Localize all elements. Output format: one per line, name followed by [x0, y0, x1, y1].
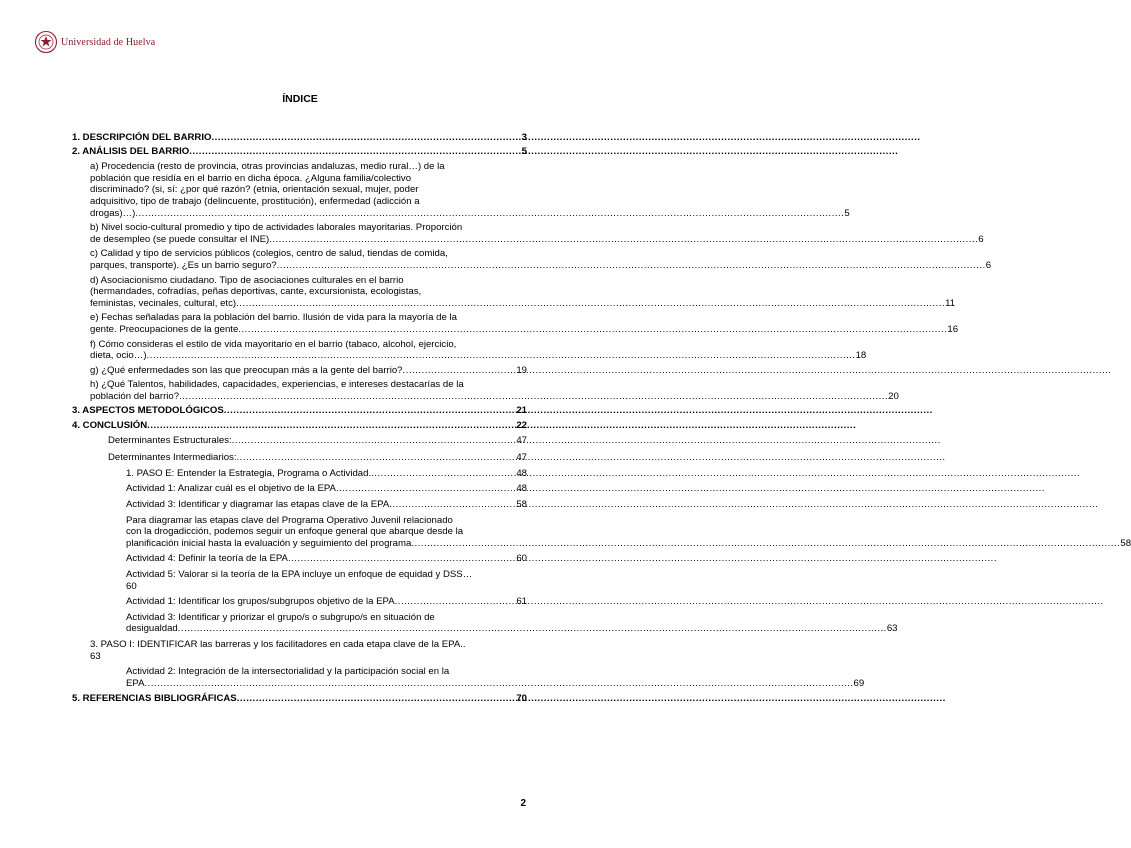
toc-page-number: 18	[855, 350, 867, 362]
toc-entry-line: b) Nivel socio-cultural promedio y tipo de actividades laborales mayoritarias. Proporción	[90, 222, 463, 234]
toc-entry-analisis[interactable]	[72, 146, 527, 158]
toc-page-number: 6	[985, 259, 992, 271]
toc-entry-line: feministas, vecinales, cultural, etc)	[90, 297, 237, 309]
toc-page-number: 61	[516, 596, 527, 608]
toc-entry-text: Actividad 4: Definir la teoría de la EPA	[126, 553, 288, 565]
toc-entry-a[interactable]	[90, 161, 850, 219]
toc-page-number: 11	[945, 297, 956, 309]
toc-entry-line: c) Calidad y tipo de servicios públicos (colegios, centro de salud, tiendas de comida,	[90, 248, 448, 260]
toc-page-number: 48	[516, 483, 527, 495]
toc-entry-line: con la drogadicción, podemos seguir un enfoque general que abarque desde la	[126, 526, 464, 538]
toc-entry-diagramar[interactable]	[126, 514, 1131, 550]
toc-entry-h[interactable]	[90, 379, 899, 402]
toc-entry-actividad-1[interactable]	[126, 483, 527, 495]
toc-entry-paso-e[interactable]	[126, 468, 527, 480]
toc-entry-line: población del barrio?	[90, 390, 180, 402]
toc-entry-descripcion[interactable]	[72, 132, 527, 144]
toc-entry-line: h) ¿Qué Talentos, habilidades, capacidades, experiencias, e intereses destacarías de la	[90, 379, 464, 391]
toc-page-number: 19	[516, 364, 527, 376]
toc-entry-line: discriminado? (si, sí: ¿por qué razón? (etnia, orientación sexual, mujer, poder	[90, 184, 419, 196]
toc-entry-line: a) Procedencia (resto de provincia, otras provincias andaluzas, medio rural…) de la	[90, 161, 445, 173]
toc-entry-line: Actividad 3: Identificar y priorizar el grupo/s o subgrupo/s en situación de	[126, 611, 435, 623]
toc-page-number: 69	[853, 677, 865, 689]
toc-entry-actividad-5[interactable]	[126, 569, 527, 592]
toc-page-number: 3	[521, 132, 527, 143]
toc-entry-determinantes-intermediarios[interactable]	[108, 452, 527, 464]
toc-entry-text: 4. CONCLUSIÓN	[72, 420, 148, 432]
toc-entry-line: 3. PASO I: IDENTIFICAR las barreras y los facilitadores en cada etapa clave de la EPA..	[90, 638, 466, 650]
toc-page-number: 60	[516, 553, 527, 565]
logo-text: Universidad de Huelva	[61, 36, 156, 48]
toc-entry-line: Actividad 5: Valorar si la teoría de la EPA incluye un enfoque de equidad y DSS…	[126, 569, 473, 580]
toc-entry-line: Actividad 2: Integración de la intersectorialidad y la participación social en la	[126, 666, 450, 678]
toc-page-number: 58	[516, 499, 527, 511]
toc-page-number: 5	[521, 145, 527, 157]
toc-page-number: 48	[516, 467, 527, 479]
toc-entry-actividad-4[interactable]	[126, 553, 527, 565]
toc-entry-text: 2. ANÁLISIS DEL BARRIO	[72, 145, 190, 157]
university-seal-icon	[34, 30, 58, 54]
table-of-contents	[72, 132, 1131, 705]
toc-entry-line: drogas)…)	[90, 207, 136, 219]
toc-page-number: 60	[126, 580, 137, 592]
toc-entry-text: 1. PASO E: Entender la Estrategia, Programa o Actividad.	[126, 467, 372, 479]
toc-entry-text: Actividad 3: Identificar y diagramar las etapas clave de la EPA	[126, 499, 390, 511]
toc-entry-line: parques, transporte). ¿Es un barrio seguro?	[90, 259, 277, 271]
toc-page-number: 47	[516, 434, 527, 446]
toc-entry-line: población que residía en el barrio en dicha época. ¿Alguna familia/colectivo	[90, 172, 412, 184]
toc-entry-metodologicos[interactable]	[72, 405, 527, 417]
toc-entry-conclusion[interactable]	[72, 420, 527, 432]
toc-page-number: 6	[978, 233, 984, 245]
toc-page-number: 58	[1120, 537, 1131, 549]
toc-entry-c[interactable]	[90, 248, 992, 271]
toc-entry-actividad-3-priorizar[interactable]	[126, 611, 898, 635]
toc-page-number: 22	[516, 420, 527, 432]
toc-entry-e[interactable]	[90, 312, 959, 335]
toc-entry-line: planificación inicial hasta la evaluación y seguimiento del programa	[126, 537, 412, 549]
toc-entry-line: adquisitivo, tipo de trabajo (delincuente, prostitución), enfermedad (adicción a	[90, 195, 420, 207]
toc-entry-text: Actividad 1: Identificar los grupos/subgrupos objetivo de la EPA	[126, 596, 395, 608]
toc-page-number: 70	[516, 693, 527, 705]
toc-entry-b[interactable]	[90, 222, 984, 245]
university-logo	[34, 30, 155, 54]
toc-entry-line: EPA	[126, 677, 145, 689]
toc-entry-g[interactable]	[90, 365, 527, 377]
page-number: 2	[520, 798, 526, 809]
toc-entry-determinantes-estructurales[interactable]	[108, 435, 527, 447]
toc-entry-line: f) Cómo consideras el estilo de vida mayoritario en el barrio (tabaco, alcohol, ejercicio,	[90, 338, 457, 350]
toc-entry-text: Determinantes Intermediarios:	[108, 452, 237, 464]
toc-page-number: 63	[886, 623, 898, 635]
toc-page-number: 63	[90, 650, 101, 662]
index-title: ÍNDICE	[282, 93, 318, 105]
toc-entry-line: e) Fechas señaladas para la población del barrio. Ilusión de vida para la mayoría de la	[90, 312, 457, 324]
toc-entry-line: Para diagramar las etapas clave del Programa Operativo Juvenil relacionado	[126, 514, 453, 526]
toc-entry-actividad-1-grupos[interactable]	[126, 596, 527, 608]
toc-page-number: 47	[516, 452, 527, 464]
toc-page-number: 5	[844, 207, 850, 219]
toc-entry-text: 1. DESCRIPCIÓN DEL BARRIO	[72, 132, 212, 143]
toc-page-number: 20	[888, 390, 899, 402]
toc-entry-actividad-2[interactable]	[126, 666, 865, 689]
toc-entry-paso-i[interactable]	[90, 639, 527, 662]
toc-entry-text: g) ¿Qué enfermedades son las que preocupan más a la gente del barrio?	[90, 364, 403, 376]
toc-entry-referencias[interactable]	[72, 693, 527, 705]
toc-entry-line: desigualdad	[126, 623, 178, 635]
toc-entry-line: d) Asociacionismo ciudadano. Tipo de asociaciones culturales en el barrio	[90, 274, 404, 286]
toc-entry-text: 5. REFERENCIAS BIBLIOGRÁFICAS	[72, 693, 237, 705]
toc-entry-line: dieta, ocio…)	[90, 350, 147, 362]
toc-entry-text: Actividad 1: Analizar cuál es el objetivo de la EPA	[126, 483, 336, 495]
toc-entry-text: Determinantes Estructurales:	[108, 434, 232, 446]
toc-entry-line: de desempleo (se puede consultar el INE)	[90, 233, 270, 245]
toc-entry-text: 3. ASPECTOS METODOLÓGICOS	[72, 405, 224, 417]
toc-entry-f[interactable]	[90, 338, 867, 362]
toc-page-number: 21	[516, 405, 527, 417]
toc-entry-line: (hermandades, cofradías, peñas deportivas, cante, excursionista, ecologistas,	[90, 286, 422, 298]
toc-entry-line: gente. Preocupaciones de la gente	[90, 323, 239, 335]
toc-entry-d[interactable]	[90, 274, 956, 310]
toc-page-number: 16	[947, 323, 959, 335]
toc-entry-actividad-3[interactable]	[126, 499, 527, 511]
